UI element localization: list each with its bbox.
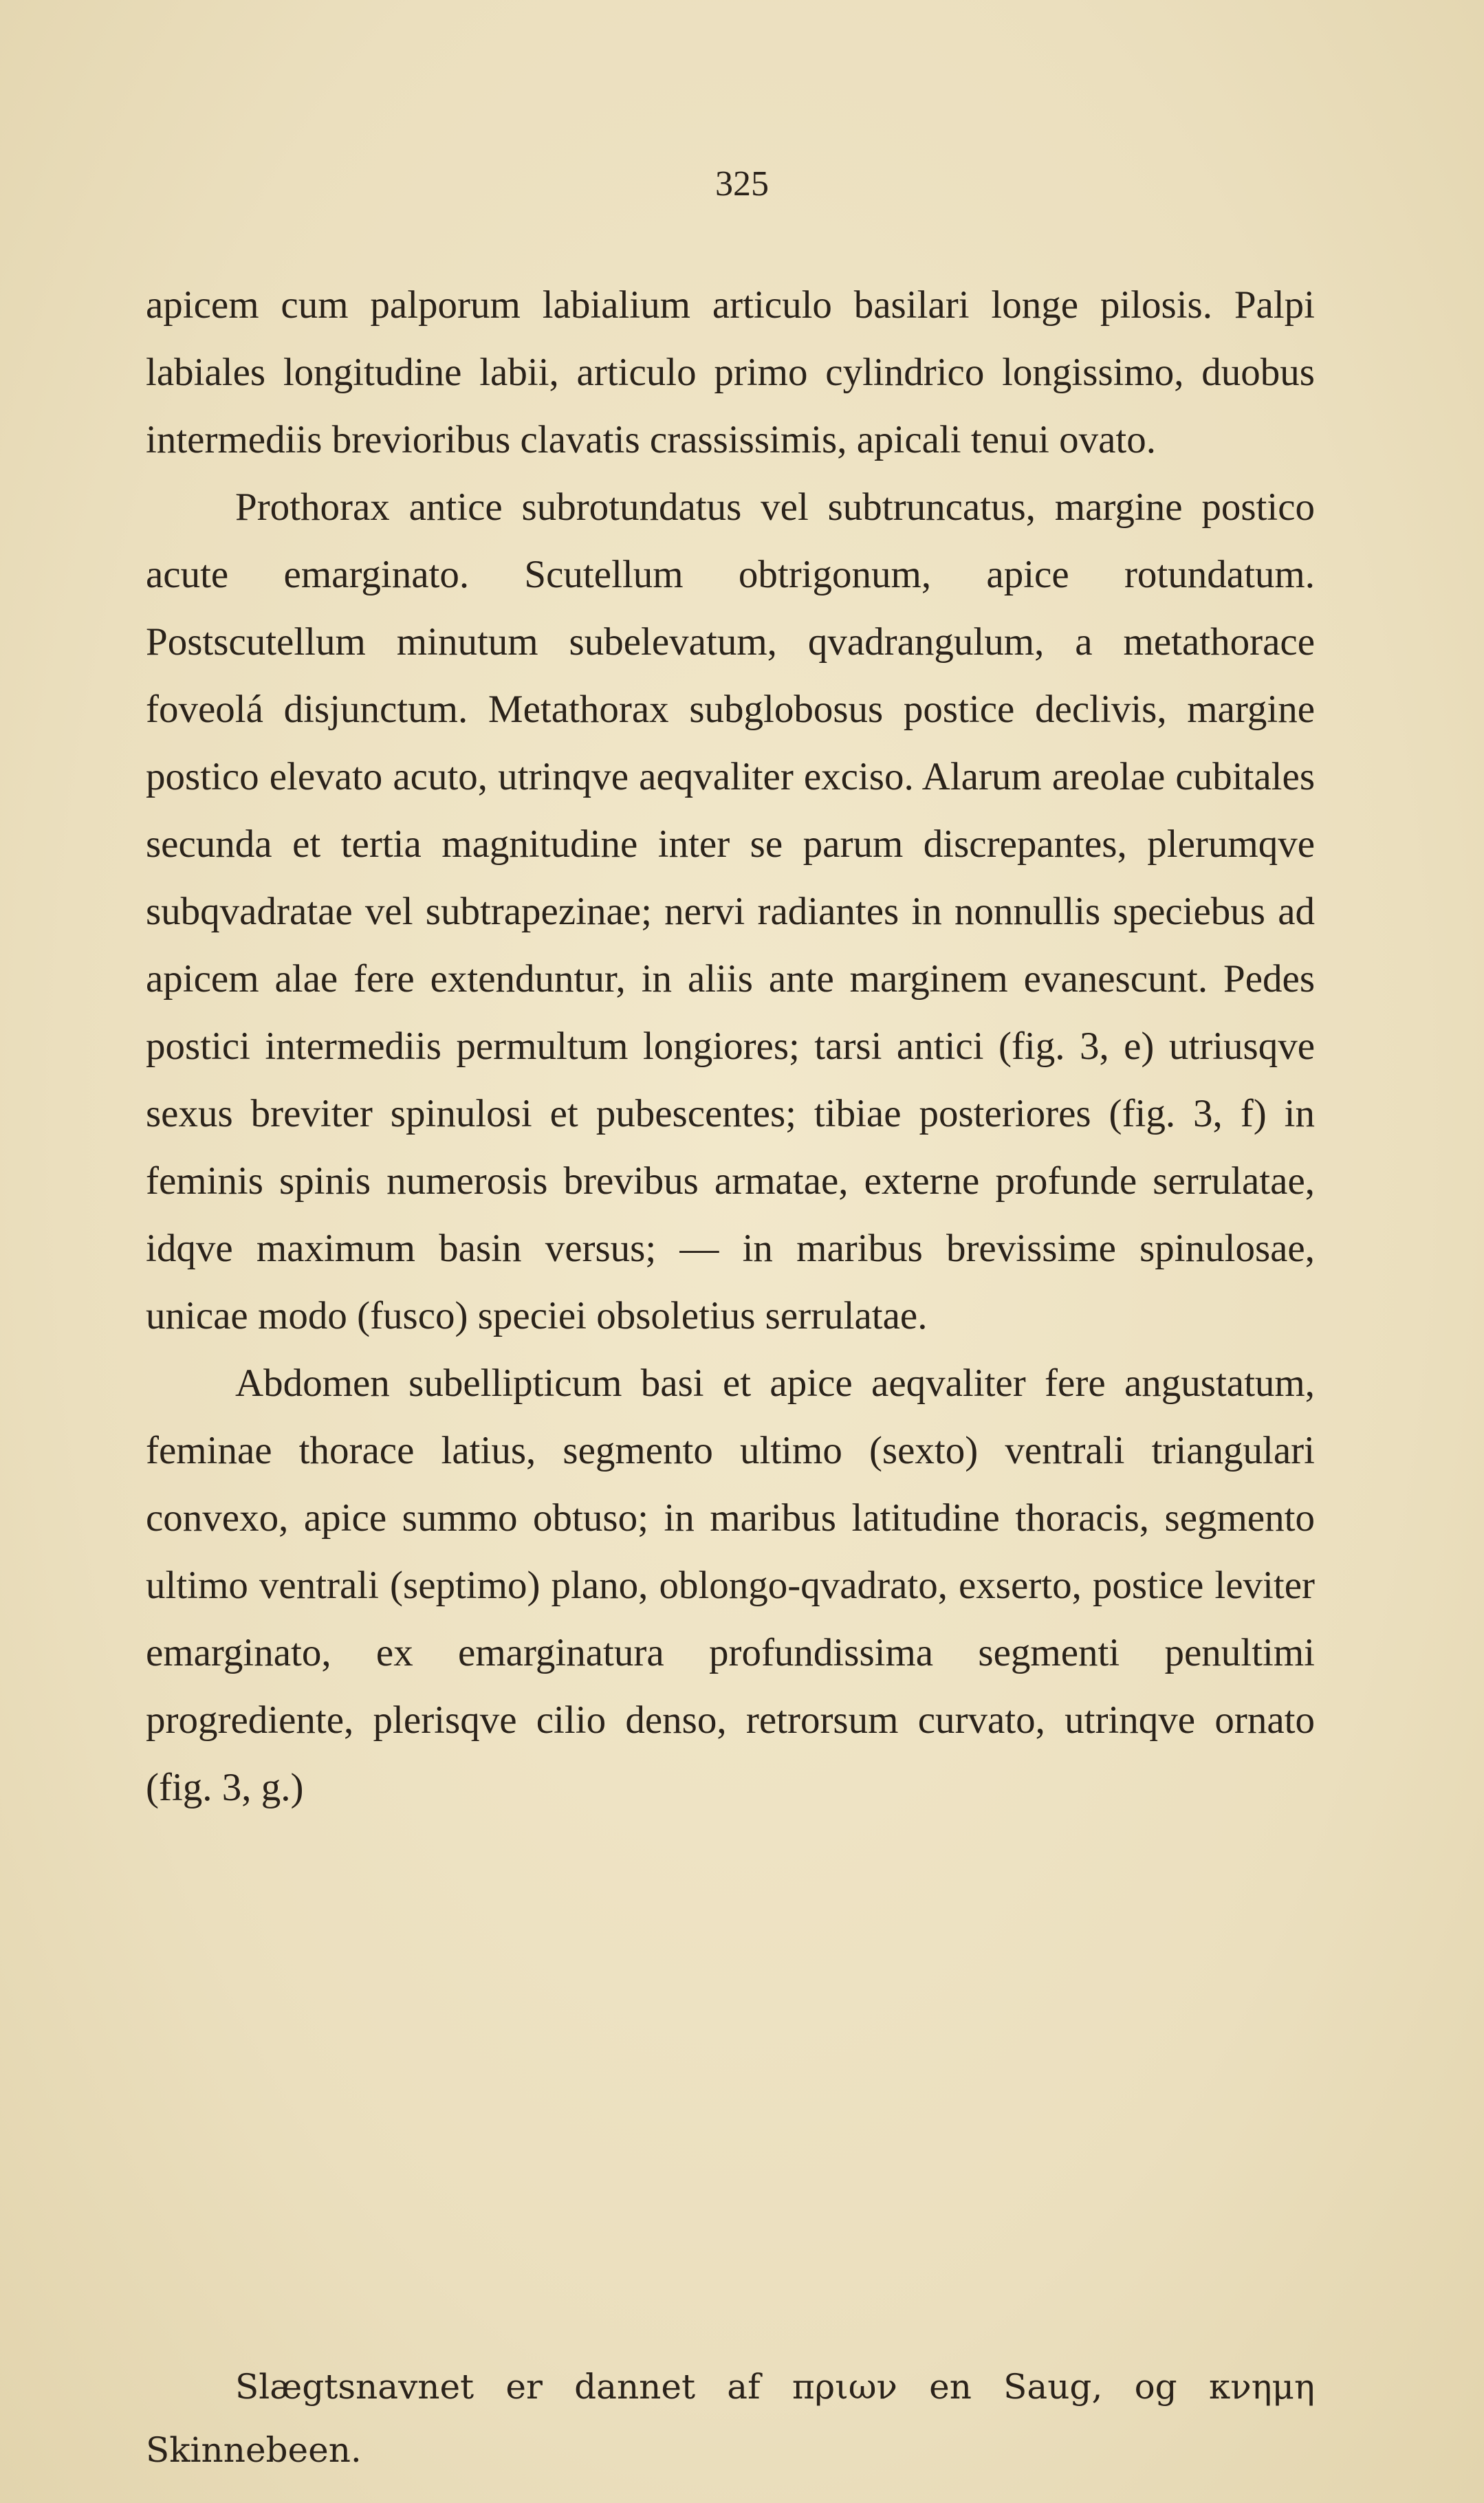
paragraph-1: apicem cum palporum labialium articulo basilari longe pilosis. Palpi labiales longitudine labii, articulo primo cylindrico longissimo, duobus intermediis brevioribus clavatis crassissimis, apicali tenui ovato. bbox=[146, 283, 1315, 461]
paragraph-3: Abdomen subellipticum basi et apice aeqvaliter fere angustatum, feminae thorace latius, segmento ultimo (sexto) ventrali triangulari convexo, apice summo obtuso; in maribus latitudine thoracis, segmento ultimo ventrali (septimo) plano, oblongo-qvadrato, exserto, postice leviter emarginato, ex emarginatura profundissima segmenti penultimi progrediente, plerisqve cilio denso, retrorsum curvato, utrinqve ornato (fig. 3, g.) bbox=[146, 1362, 1315, 1809]
body-text bbox=[146, 272, 1315, 1822]
paragraph-2: Prothorax antice subrotundatus vel subtruncatus, margine postico acute emarginato. Scutellum obtrigonum, apice rotundatum. Postscutellum minutum subelevatum, qvadrangulum, a metathorace foveolá disjunctum. Metathorax subglobosus postice declivis, margine postico elevato acuto, utrinqve aeqvaliter exciso. Alarum areolae cubitales secunda et tertia magnitudine inter se parum discrepantes, plerumqve subqvadratae vel subtrapezinae; nervi radiantes in nonnullis speciebus ad apicem alae fere extenduntur, in aliis ante marginem evanescunt. Pedes postici intermediis permultum longiores; tarsi antici (fig. 3, e) utriusqve sexus breviter spinulosi et pubescentes; tibiae posteriores (fig. 3, f) in feminis spinis numerosis brevibus armatae, externe profunde serrulatae, idqve maximum basin versus; — in maribus brevissime spinulosae, unicae modo (fusco) speciei obsoletius serrulatae. bbox=[146, 485, 1315, 1337]
footnote: Slægtsnavnet er dannet af πριων en Saug, og κνημη Skinnebeen. bbox=[146, 2367, 1315, 2470]
page-number: 325 bbox=[715, 164, 769, 204]
